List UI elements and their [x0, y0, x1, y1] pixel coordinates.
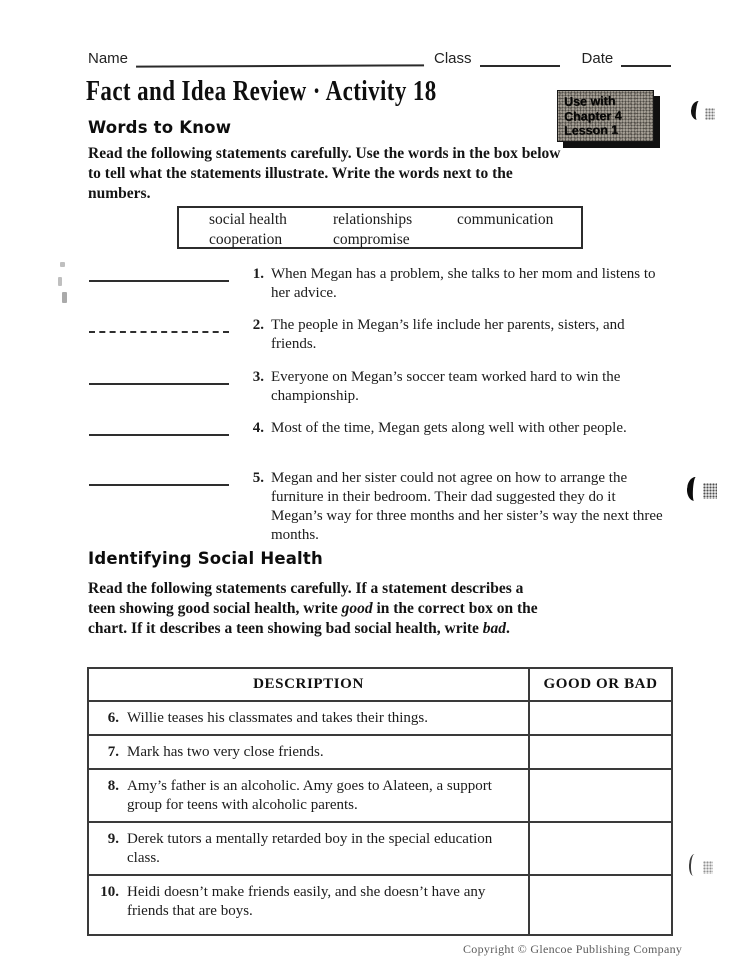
answer-blank-3: [89, 368, 229, 385]
word-bank-word: relationships: [333, 211, 413, 228]
word-bank-box: [177, 206, 583, 249]
scan-artifact-hole: [690, 100, 706, 120]
italic-word-good: good: [341, 600, 373, 617]
row-text: Mark has two very close friends.: [127, 744, 324, 760]
word-bank-word: compromise: [333, 231, 410, 248]
statement-item-2: [89, 316, 669, 354]
instruction-text: in the correct box on the chart. If it describes a teen showing bad social health, write: [88, 600, 538, 637]
word-bank-word: cooperation: [209, 231, 283, 248]
identifying-heading: Identifying Social Health: [88, 549, 323, 568]
item-number: 3.: [252, 369, 264, 385]
table-row: [88, 769, 672, 822]
name-blank-line: [136, 51, 424, 67]
date-label: Date: [581, 50, 614, 67]
answer-cell-6: [529, 701, 672, 735]
instruction-text: Read the following statements carefully. If a statement describes a teen showing good social health, write: [88, 580, 524, 617]
answer-blank-2: [89, 316, 229, 333]
item-text: Most of the time, Megan gets along well with other people.: [271, 420, 627, 436]
scan-artifact-speckle: [703, 483, 717, 499]
class-blank-line: [480, 52, 560, 67]
identifying-instructions: [88, 579, 548, 639]
date-blank-line: [621, 52, 671, 67]
name-label: Name: [88, 50, 129, 67]
good-or-bad-column-header: GOOD OR BAD: [529, 668, 672, 701]
row-number: 9.: [107, 831, 119, 847]
description-column-header: DESCRIPTION: [88, 668, 529, 701]
copyright-footer: Copyright © Glencoe Publishing Company: [463, 942, 683, 956]
row-text: Amy’s father is an alcoholic. Amy goes to Alateen, a support group for teens with alcoholic parents.: [127, 778, 492, 813]
scan-artifact-speckle: [703, 861, 713, 874]
row-number: 8.: [107, 778, 119, 794]
good-or-bad-table: [87, 667, 673, 936]
answer-blank-4: [89, 419, 229, 436]
scan-artifact-speck: [62, 292, 67, 303]
item-text: The people in Megan’s life include her parents, sisters, and friends.: [271, 317, 625, 352]
row-number: 10.: [100, 884, 119, 900]
answer-cell-10: [529, 875, 672, 935]
table-header-row: [88, 668, 672, 701]
statement-item-4: [89, 419, 669, 438]
badge-line-1: Use with: [563, 93, 616, 109]
statement-item-3: [89, 368, 669, 406]
answer-blank-1: [89, 265, 229, 282]
statement-item-1: [89, 265, 669, 303]
instruction-text: .: [506, 620, 510, 637]
scan-artifact-speck: [58, 277, 62, 286]
item-text: Everyone on Megan’s soccer team worked hard to win the championship.: [271, 369, 621, 404]
row-text: Heidi doesn’t make friends easily, and she doesn’t have any friends that are boys.: [127, 884, 486, 919]
item-number: 1.: [252, 266, 264, 282]
header-fill-in-row: [88, 50, 673, 67]
table-row: [88, 822, 672, 875]
table-row: [88, 735, 672, 769]
answer-cell-9: [529, 822, 672, 875]
item-text: When Megan has a problem, she talks to her mom and listens to her advice.: [271, 266, 656, 301]
answer-cell-8: [529, 769, 672, 822]
row-text: Derek tutors a mentally retarded boy in the special education class.: [127, 831, 493, 866]
class-label: Class: [434, 50, 472, 67]
row-number: 6.: [107, 710, 119, 726]
scan-artifact-hole: [686, 476, 704, 501]
italic-word-bad: bad: [482, 620, 507, 637]
statement-item-5: [89, 469, 669, 545]
scan-artifact-speckle: [705, 108, 715, 120]
item-number: 4.: [252, 420, 264, 436]
word-bank-word: social health: [209, 211, 287, 228]
answer-blank-5: [89, 469, 229, 486]
word-bank-word: communication: [457, 211, 554, 228]
table-row: [88, 875, 672, 935]
scan-artifact-speck: [60, 262, 65, 267]
badge-line-2: Chapter 4: [563, 108, 622, 124]
badge-line-3: Lesson 1: [563, 122, 619, 138]
words-to-know-instructions: Read the following statements carefully. Use the words in the box below to tell what the statements illustrate. Write the words next to the numbers.: [88, 145, 561, 202]
words-to-know-heading: Words to Know: [88, 118, 232, 137]
item-number: 5.: [252, 470, 264, 486]
scan-artifact-hole: [688, 854, 699, 876]
answer-cell-7: [529, 735, 672, 769]
item-text: Megan and her sister could not agree on how to arrange the furniture in their bedroom. Their dad suggested they do it Megan’s way for three months and her sister’s way the next three months.: [271, 470, 663, 543]
item-number: 2.: [252, 317, 264, 333]
use-with-badge: [557, 90, 654, 142]
row-text: Willie teases his classmates and takes their things.: [127, 710, 428, 726]
row-number: 7.: [107, 744, 119, 760]
table-row: [88, 701, 672, 735]
page-title: Fact and Idea Review · Activity 18: [86, 76, 437, 107]
